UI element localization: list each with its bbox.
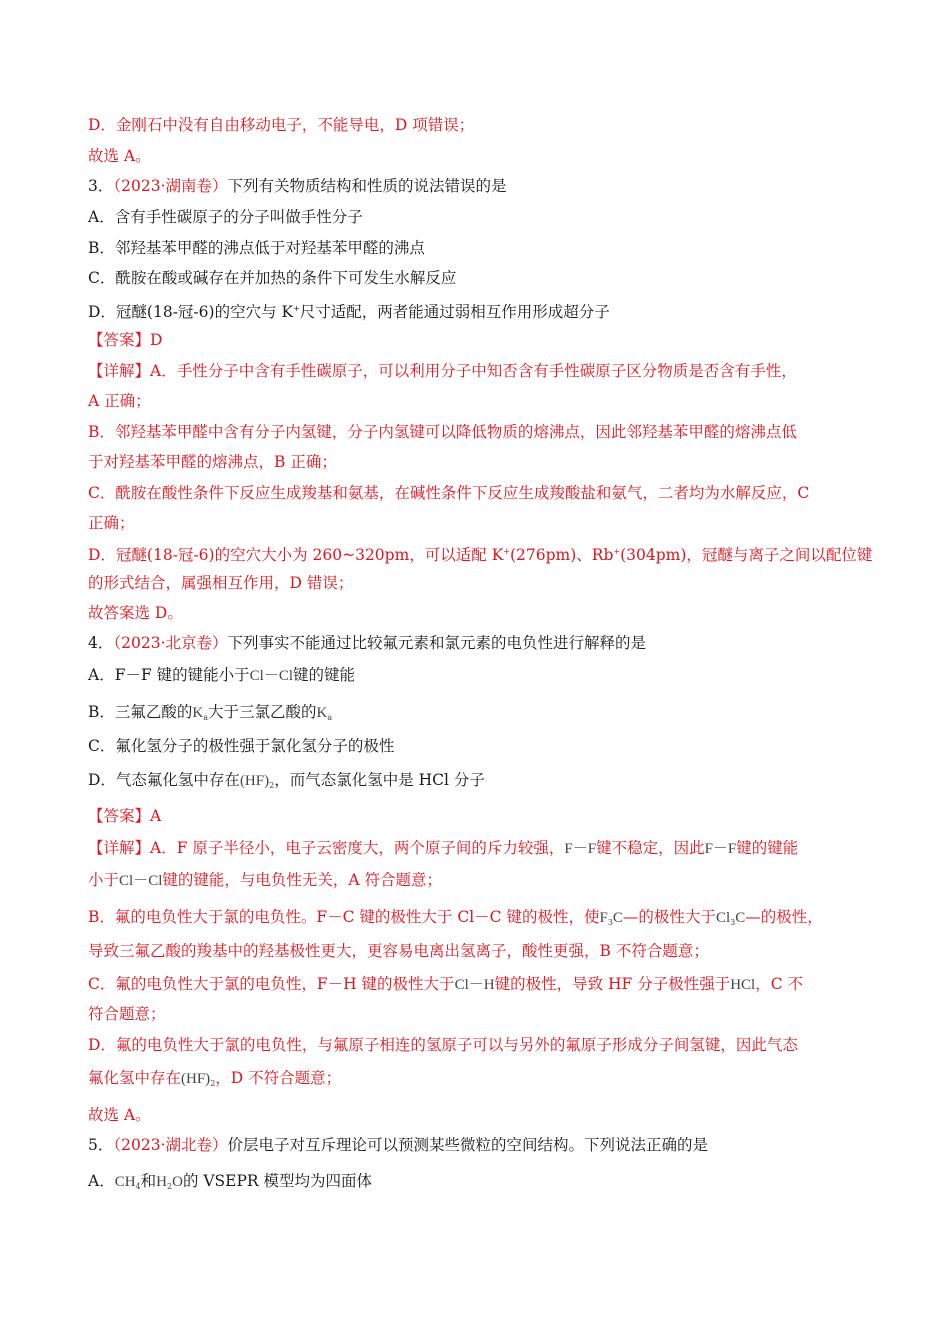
option-a: A．F－F 键的键能小于Cl－Cl键的键能 <box>88 666 356 684</box>
question-5-stem: 5．（2023·湖北卷）价层电子对互斥理论可以预测某些微粒的空间结构。下列说法正确的是 <box>88 1136 709 1154</box>
explanation-line: A 正确； <box>88 392 151 410</box>
formula: Cl－Cl <box>249 668 293 684</box>
option-a: A．CH4和H2O的 VSEPR 模型均为四面体 <box>88 1172 373 1191</box>
explanation-line: 小于Cl－Cl键的键能，与电负性无关，A 符合题意； <box>88 871 442 889</box>
question-source: （2023·北京卷） <box>113 634 228 652</box>
explanation-line: 符合题意； <box>88 1005 166 1023</box>
option-c: C．酰胺在酸或碱存在并加热的条件下可发生水解反应 <box>88 269 457 287</box>
answer-label: 【答案】A <box>88 807 162 825</box>
explanation-line: 正确； <box>88 514 135 532</box>
answer-label: 【答案】D <box>88 331 163 349</box>
option-d: D．冠醚(18-冠-6)的空穴与 K+尺寸适配，两者能通过弱相互作用形成超分子 <box>88 303 610 321</box>
question-source: （2023·湖北卷） <box>113 1136 228 1154</box>
explanation-line: B．邻羟基苯甲醛中含有分子内氢键，分子内氢键可以降低物质的熔沸点，因此邻羟基苯甲醛的熔沸点低 <box>88 423 797 441</box>
question-3-stem: 3．（2023·湖南卷）下列有关物质结构和性质的说法错误的是 <box>88 177 507 195</box>
explanation-line: 故答案选 D。 <box>88 604 183 622</box>
explanation-line: 故选 A。 <box>88 147 151 165</box>
explanation-line: 氟化氢中存在(HF)2，D 不符合题意； <box>88 1069 342 1088</box>
explanation-line: 【详解】A．手性分子中含有手性碳原子，可以利用分子中知否含有手性碳原子区分物质是否含有手性， <box>88 362 797 380</box>
question-source: （2023·湖南卷） <box>113 177 228 195</box>
explanation-line: D．氟的电负性大于氯的电负性，与氟原子相连的氢原子可以与另外的氟原子形成分子间氢键，因此气态 <box>88 1036 798 1054</box>
option-b: B．三氟乙酸的Ka大于三氯乙酸的Ka <box>88 703 333 722</box>
explanation-line: 【详解】A．F 原子半径小，电子云密度大，两个原子间的斥力较强，F－F键不稳定，因此F－F键的键能 <box>88 839 799 857</box>
explanation-line: 导致三氟乙酸的羧基中的羟基极性更大，更容易电离出氢离子，酸性更强，B 不符合题意； <box>88 942 709 960</box>
explanation-line: D．金刚石中没有自由移动电子，不能导电，D 项错误； <box>88 116 475 134</box>
option-b: B．邻羟基苯甲醛的沸点低于对羟基苯甲醛的沸点 <box>88 239 425 257</box>
explanation-line: D．冠醚(18-冠-6)的空穴大小为 260~320pm，可以适配 K+(276pm)、Rb+(304pm)，冠醚与离子之间以配位键 <box>88 546 873 564</box>
option-c: C．氟化氢分子的极性强于氯化氢分子的极性 <box>88 737 395 755</box>
explanation-line: C．氟的电负性大于氯的电负性，F－H 键的极性大于Cl－H键的极性，导致 HF 分子极性强于HCl，C 不 <box>88 975 804 993</box>
explanation-line: B．氟的电负性大于氯的电负性。F－C 键的极性大于 Cl－C 键的极性，使F3C—的极性大于Cl3C—的极性， <box>88 908 823 927</box>
explanation-line: 的形式结合，属强相互作用，D 错误； <box>88 574 354 592</box>
question-4-stem: 4．（2023·北京卷）下列事实不能通过比较氟元素和氯元素的电负性进行解释的是 <box>88 634 647 652</box>
explanation-line: C．酰胺在酸性条件下反应生成羧基和氨基，在碱性条件下反应生成羧酸盐和氨气，二者均为水解反应，C <box>88 484 810 502</box>
formula: (HF) <box>239 773 270 789</box>
explanation-line: 故选 A。 <box>88 1106 151 1124</box>
explanation-line: 于对羟基苯甲醛的熔沸点，B 正确； <box>88 453 337 471</box>
option-a: A．含有手性碳原子的分子叫做手性分子 <box>88 208 363 226</box>
option-d: D．气态氟化氢中存在(HF)2，而气态氯化氢中是 HCl 分子 <box>88 771 485 790</box>
